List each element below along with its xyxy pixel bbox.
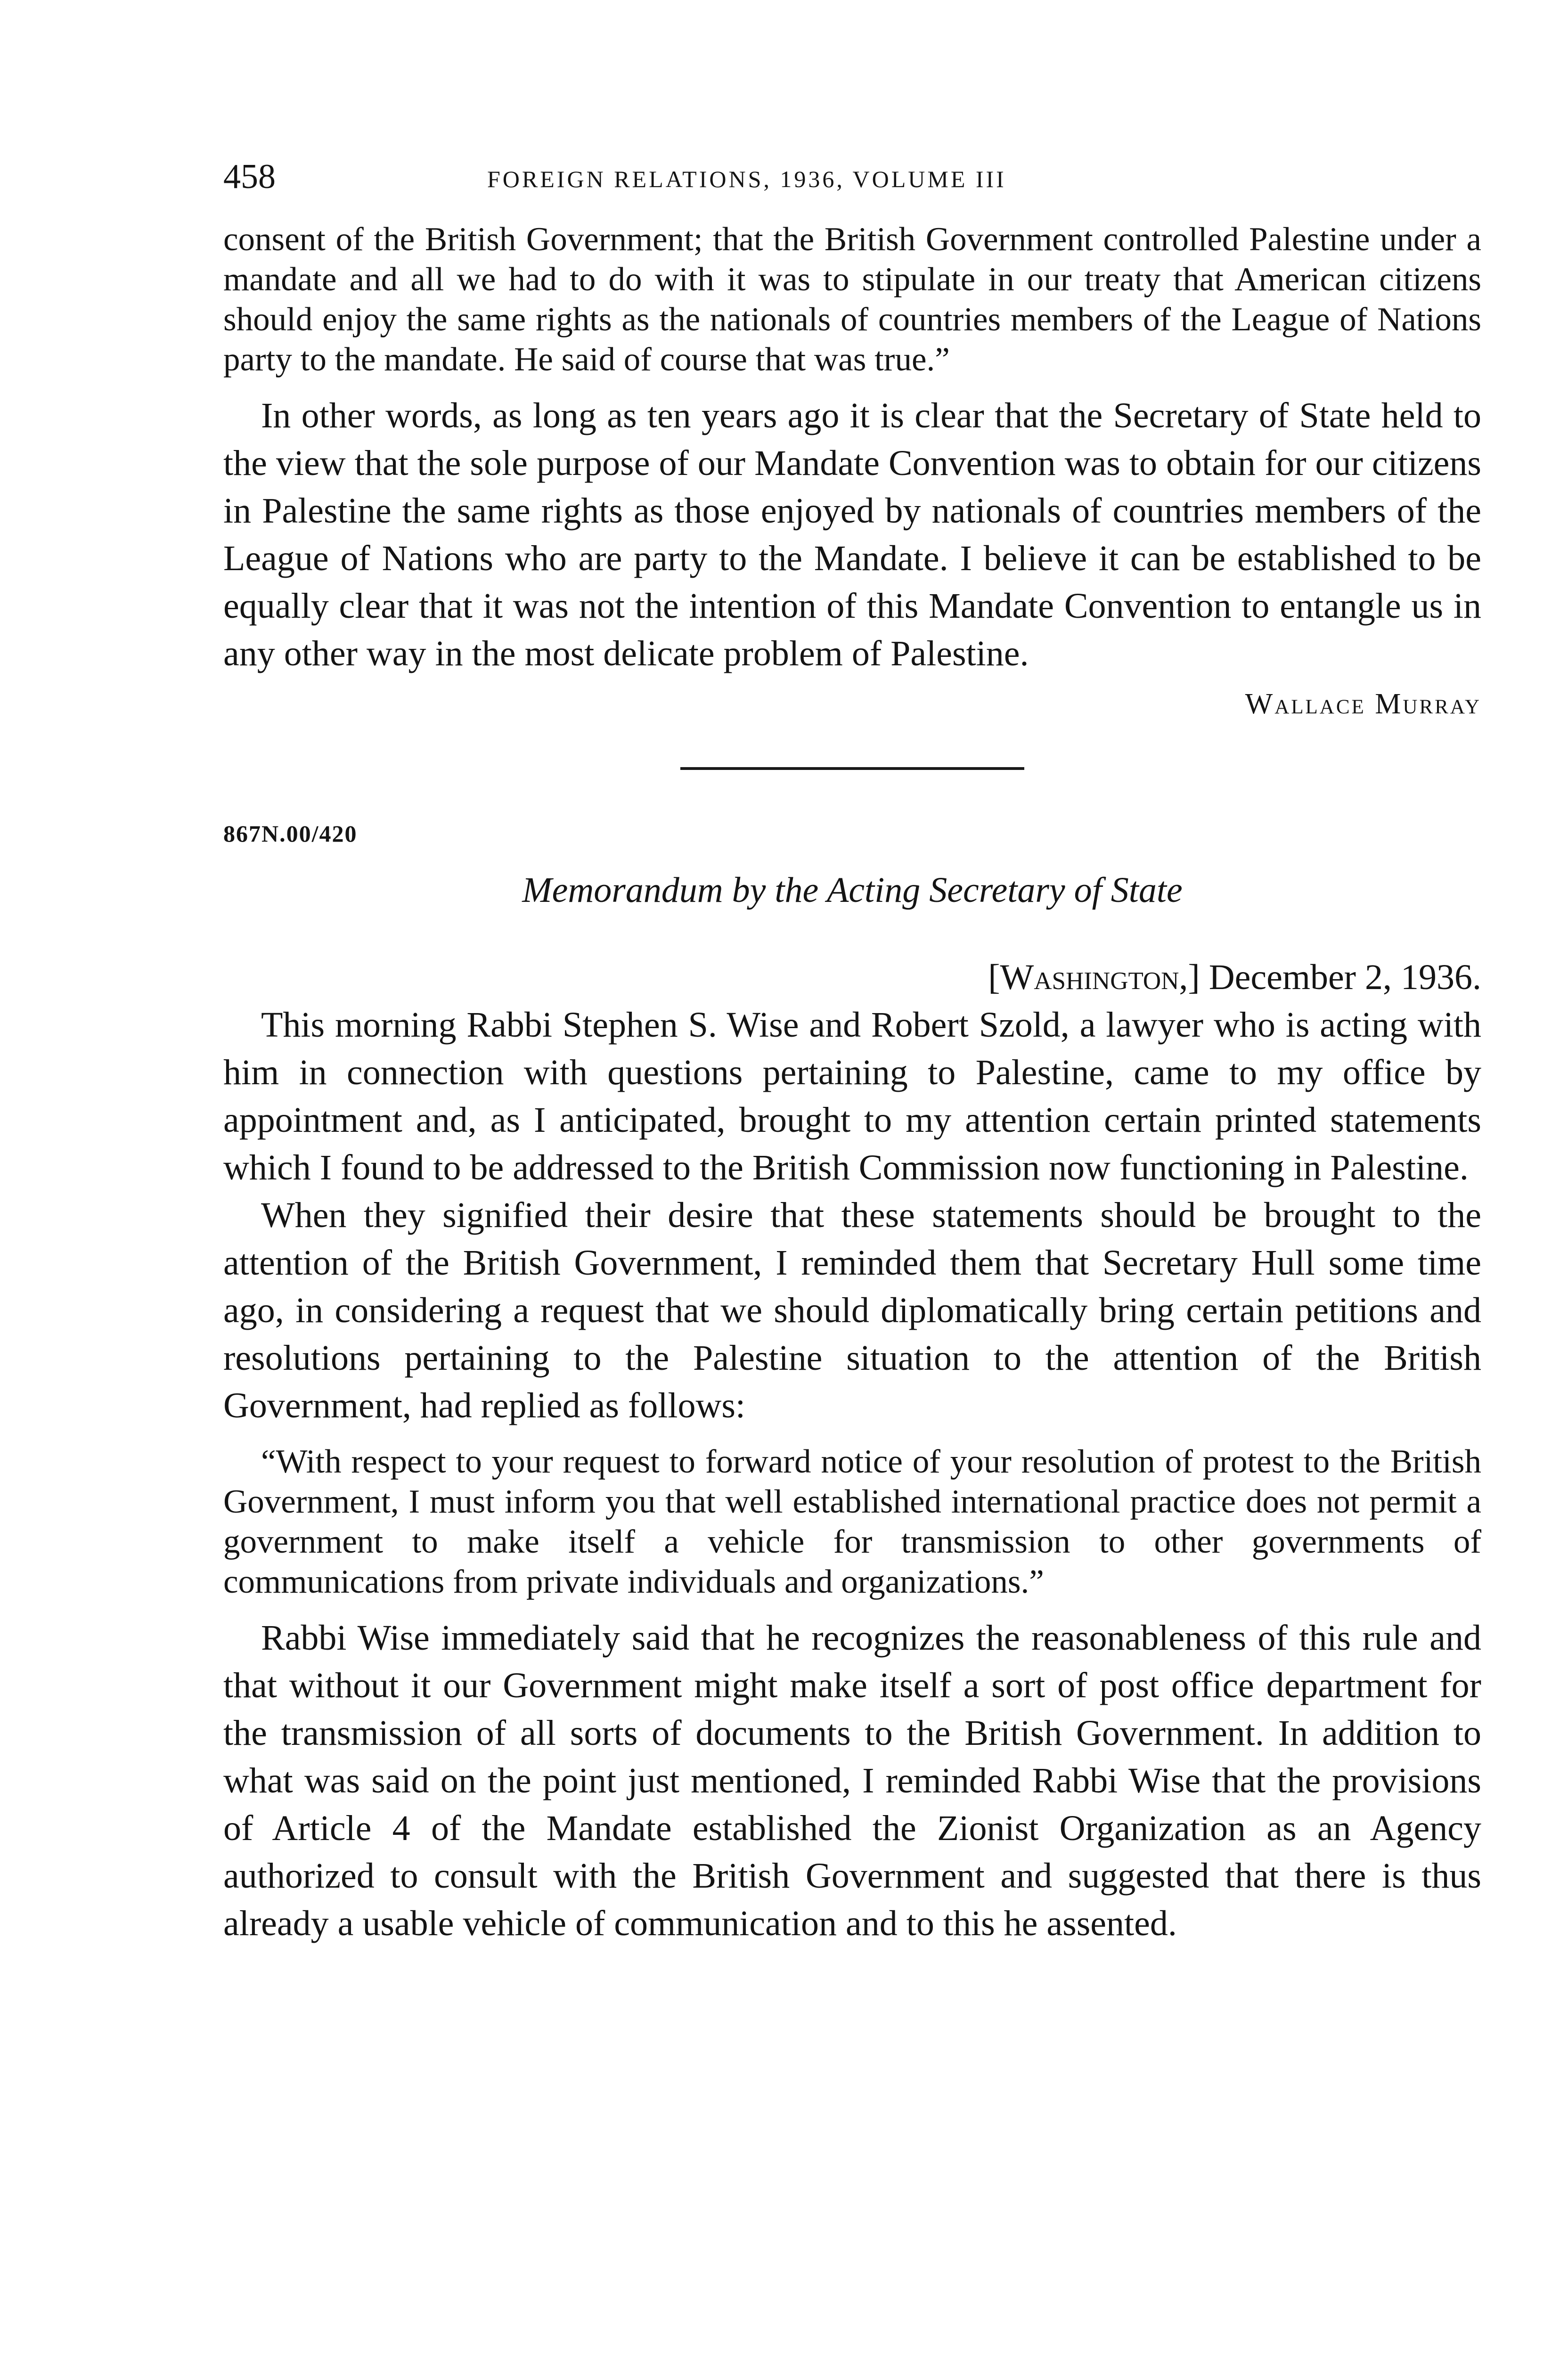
signature: Wallace Murray bbox=[1245, 688, 1481, 720]
paragraph-when-they-signified: When they signified their desire that these statements should be brought to the attention of the British Government, I reminded them that Secretary Hull some time ago, in considering a request that we should diplomatically bring certain petitions and resolutions pertaining to the Palestine situation to the attention of the British Government, had replied as follows: bbox=[223, 1195, 1481, 1425]
quote-continuation: consent of the British Government; that the British Government controlled Palestine under a mandate and all we had to do with it was to stipulate in our treaty that American citizens should enjoy the same rights as the nationals of countries members of the League of Nations party to the mandate. He said of course that was true.” bbox=[223, 221, 1481, 378]
paragraph-this-morning: This morning Rabbi Stephen S. Wise and Robert Szold, a lawyer who is acting with him in connection with questions pertaining to Palestine, came to my office by appointment and, as I anticipated, brought to my attention certain printed statements which I found to be addressed to the British Commission now functioning in Palestine. bbox=[223, 1005, 1481, 1187]
file-number: 867N.00/420 bbox=[223, 820, 358, 847]
document-page bbox=[223, 155, 1481, 1947]
paragraph-in-other-words: In other words, as long as ten years ago it is clear that the Secretary of State held to the view that the sole purpose of our Mandate Convention was to obtain for our citizens in Palestine the same rights as those enjoyed by nationals of countries members of the League of Nations who are party to the Mandate. I believe it can be established to be equally clear that it was not the intention of this Mandate Convention to entangle us in any other way in the most delicate problem of Palestine. bbox=[223, 396, 1481, 673]
quoted-reply: “With respect to your request to forward notice of your resolution of protest to the British Government, I must inform you that well established international practice does not permit a government to make itself a vehicle for transmission to other governments of communications from private individuals and organizations.” bbox=[223, 1443, 1481, 1600]
document-title: Memorandum by the Acting Secretary of State bbox=[522, 870, 1183, 910]
section-divider bbox=[680, 767, 1024, 770]
dateline-place: [Washington,] bbox=[988, 957, 1200, 997]
paragraph-rabbi-wise: Rabbi Wise immediately said that he recognizes the reasonableness of this rule and that without it our Government might make itself a sort of post office department for the transmission of all sorts of documents to the British Government. In addition to what was said on the point just mentioned, I reminded Rabbi Wise that the provisions of Article 4 of the Mandate established the Zionist Organization as an Agency authorized to consult with the British Government and suggested that there is thus already a usable vehicle of communication and to this he assented. bbox=[223, 1618, 1481, 1943]
dateline bbox=[223, 954, 1481, 1001]
dateline-date: December 2, 1936. bbox=[1209, 957, 1481, 997]
running-header bbox=[223, 155, 1481, 207]
page-number: 458 bbox=[223, 157, 276, 196]
running-title: FOREIGN RELATIONS, 1936, VOLUME III bbox=[487, 166, 1006, 192]
